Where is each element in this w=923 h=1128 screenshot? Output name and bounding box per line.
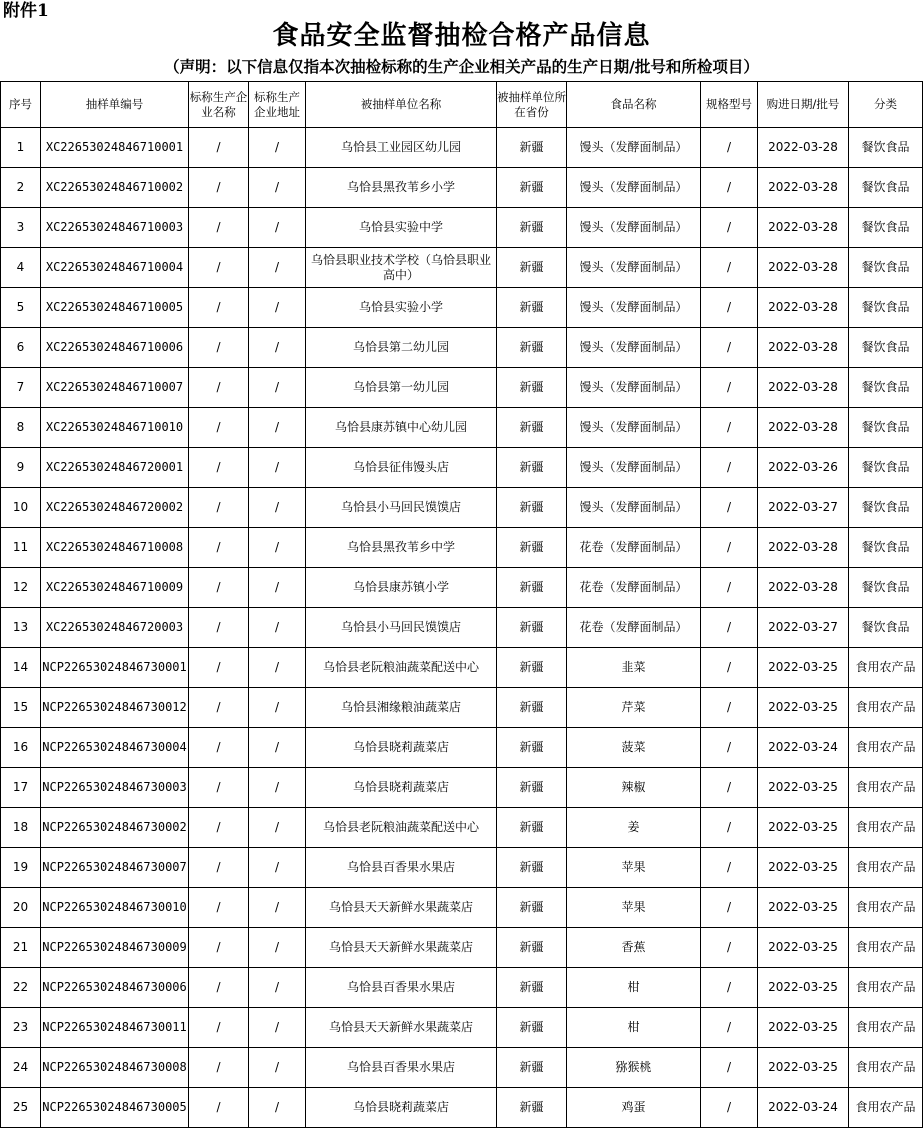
cell-no: 1 [1, 128, 41, 168]
cell-code: XC22653024846720001 [41, 448, 189, 488]
cell-province: 新疆 [497, 208, 567, 248]
cell-date: 2022-03-26 [758, 448, 849, 488]
table-row [1, 608, 923, 648]
cell-no: 5 [1, 288, 41, 328]
cell-mfr-name: / [189, 1008, 249, 1048]
cell-date: 2022-03-25 [758, 688, 849, 728]
table-row [1, 1008, 923, 1048]
header-province: 被抽样单位所在省份 [497, 82, 567, 128]
cell-food: 馒头（发酵面制品） [567, 448, 701, 488]
cell-date: 2022-03-28 [758, 368, 849, 408]
cell-mfr-name: / [189, 808, 249, 848]
cell-mfr-name: / [189, 528, 249, 568]
cell-category: 餐饮食品 [849, 528, 923, 568]
cell-food: 菠菜 [567, 728, 701, 768]
header-unit: 被抽样单位名称 [306, 82, 497, 128]
cell-code: XC22653024846710010 [41, 408, 189, 448]
cell-category: 食用农产品 [849, 1008, 923, 1048]
cell-category: 食用农产品 [849, 888, 923, 928]
cell-province: 新疆 [497, 928, 567, 968]
cell-mfr-name: / [189, 888, 249, 928]
cell-code: XC22653024846710009 [41, 568, 189, 608]
cell-mfr-addr: / [249, 208, 306, 248]
table-row [1, 768, 923, 808]
cell-food: 姜 [567, 808, 701, 848]
cell-mfr-addr: / [249, 328, 306, 368]
cell-unit: 乌恰县职业技术学校（乌恰县职业高中） [306, 248, 497, 288]
cell-mfr-name: / [189, 928, 249, 968]
cell-code: NCP22653024846730009 [41, 928, 189, 968]
cell-code: XC22653024846710001 [41, 128, 189, 168]
cell-province: 新疆 [497, 248, 567, 288]
cell-category: 食用农产品 [849, 728, 923, 768]
cell-mfr-name: / [189, 208, 249, 248]
cell-province: 新疆 [497, 568, 567, 608]
cell-mfr-name: / [189, 568, 249, 608]
cell-date: 2022-03-25 [758, 928, 849, 968]
cell-unit: 乌恰县湘缘粮油蔬菜店 [306, 688, 497, 728]
cell-unit: 乌恰县老阮粮油蔬菜配送中心 [306, 808, 497, 848]
cell-food: 馒头（发酵面制品） [567, 288, 701, 328]
cell-no: 23 [1, 1008, 41, 1048]
cell-food: 柑 [567, 1008, 701, 1048]
cell-food: 馒头（发酵面制品） [567, 408, 701, 448]
cell-food: 芹菜 [567, 688, 701, 728]
cell-province: 新疆 [497, 968, 567, 1008]
cell-mfr-addr: / [249, 448, 306, 488]
cell-category: 餐饮食品 [849, 608, 923, 648]
cell-unit: 乌恰县征伟馒头店 [306, 448, 497, 488]
cell-food: 花卷（发酵面制品） [567, 568, 701, 608]
cell-date: 2022-03-25 [758, 968, 849, 1008]
cell-spec: / [701, 208, 758, 248]
header-mfr-name: 标称生产企业名称 [189, 82, 249, 128]
cell-date: 2022-03-24 [758, 1088, 849, 1128]
cell-category: 餐饮食品 [849, 408, 923, 448]
cell-mfr-name: / [189, 328, 249, 368]
cell-category: 餐饮食品 [849, 328, 923, 368]
cell-code: XC22653024846710004 [41, 248, 189, 288]
cell-date: 2022-03-25 [758, 768, 849, 808]
cell-category: 食用农产品 [849, 1048, 923, 1088]
cell-no: 2 [1, 168, 41, 208]
cell-date: 2022-03-25 [758, 848, 849, 888]
cell-code: NCP22653024846730004 [41, 728, 189, 768]
cell-mfr-name: / [189, 128, 249, 168]
cell-code: NCP22653024846730002 [41, 808, 189, 848]
cell-unit: 乌恰县实验中学 [306, 208, 497, 248]
header-food: 食品名称 [567, 82, 701, 128]
cell-food: 柑 [567, 968, 701, 1008]
cell-food: 鸡蛋 [567, 1088, 701, 1128]
cell-spec: / [701, 608, 758, 648]
cell-mfr-addr: / [249, 408, 306, 448]
cell-category: 餐饮食品 [849, 128, 923, 168]
cell-mfr-addr: / [249, 848, 306, 888]
table-row [1, 928, 923, 968]
cell-province: 新疆 [497, 1048, 567, 1088]
cell-spec: / [701, 728, 758, 768]
cell-mfr-addr: / [249, 488, 306, 528]
cell-category: 餐饮食品 [849, 288, 923, 328]
cell-province: 新疆 [497, 408, 567, 448]
cell-mfr-addr: / [249, 168, 306, 208]
cell-code: XC22653024846710008 [41, 528, 189, 568]
cell-province: 新疆 [497, 1088, 567, 1128]
cell-food: 猕猴桃 [567, 1048, 701, 1088]
cell-mfr-name: / [189, 688, 249, 728]
cell-category: 餐饮食品 [849, 568, 923, 608]
cell-food: 花卷（发酵面制品） [567, 608, 701, 648]
cell-date: 2022-03-25 [758, 808, 849, 848]
cell-mfr-addr: / [249, 888, 306, 928]
header-spec: 规格型号 [701, 82, 758, 128]
cell-food: 馒头（发酵面制品） [567, 368, 701, 408]
cell-province: 新疆 [497, 288, 567, 328]
cell-mfr-addr: / [249, 648, 306, 688]
cell-unit: 乌恰县晓莉蔬菜店 [306, 728, 497, 768]
cell-category: 餐饮食品 [849, 168, 923, 208]
cell-category: 食用农产品 [849, 768, 923, 808]
cell-food: 韭菜 [567, 648, 701, 688]
cell-unit: 乌恰县第一幼儿园 [306, 368, 497, 408]
cell-unit: 乌恰县天天新鲜水果蔬菜店 [306, 1008, 497, 1048]
cell-mfr-addr: / [249, 768, 306, 808]
table-header [1, 82, 923, 128]
table-row [1, 568, 923, 608]
cell-mfr-addr: / [249, 928, 306, 968]
cell-date: 2022-03-25 [758, 648, 849, 688]
cell-unit: 乌恰县晓莉蔬菜店 [306, 1088, 497, 1128]
cell-spec: / [701, 1088, 758, 1128]
cell-province: 新疆 [497, 728, 567, 768]
table-row [1, 528, 923, 568]
cell-mfr-name: / [189, 288, 249, 328]
cell-code: XC22653024846710005 [41, 288, 189, 328]
cell-province: 新疆 [497, 808, 567, 848]
cell-date: 2022-03-28 [758, 248, 849, 288]
results-table [0, 81, 923, 1128]
cell-date: 2022-03-25 [758, 888, 849, 928]
table-row [1, 728, 923, 768]
cell-code: XC22653024846710007 [41, 368, 189, 408]
cell-date: 2022-03-28 [758, 128, 849, 168]
cell-no: 16 [1, 728, 41, 768]
table-row [1, 1088, 923, 1128]
cell-unit: 乌恰县工业园区幼儿园 [306, 128, 497, 168]
cell-category: 食用农产品 [849, 1088, 923, 1128]
cell-unit: 乌恰县康苏镇小学 [306, 568, 497, 608]
cell-category: 食用农产品 [849, 928, 923, 968]
cell-spec: / [701, 288, 758, 328]
cell-category: 食用农产品 [849, 808, 923, 848]
cell-date: 2022-03-25 [758, 1048, 849, 1088]
cell-mfr-name: / [189, 368, 249, 408]
table-row [1, 888, 923, 928]
cell-province: 新疆 [497, 888, 567, 928]
table-row [1, 128, 923, 168]
cell-food: 香蕉 [567, 928, 701, 968]
cell-food: 花卷（发酵面制品） [567, 528, 701, 568]
table-row [1, 368, 923, 408]
cell-spec: / [701, 848, 758, 888]
cell-code: XC22653024846710006 [41, 328, 189, 368]
table-row [1, 488, 923, 528]
cell-mfr-addr: / [249, 288, 306, 328]
header-mfr-addr: 标称生产企业地址 [249, 82, 306, 128]
cell-spec: / [701, 528, 758, 568]
cell-mfr-name: / [189, 448, 249, 488]
cell-mfr-addr: / [249, 728, 306, 768]
cell-mfr-name: / [189, 248, 249, 288]
cell-mfr-name: / [189, 488, 249, 528]
cell-code: NCP22653024846730012 [41, 688, 189, 728]
cell-mfr-addr: / [249, 688, 306, 728]
cell-no: 19 [1, 848, 41, 888]
cell-unit: 乌恰县晓莉蔬菜店 [306, 768, 497, 808]
cell-mfr-name: / [189, 768, 249, 808]
cell-unit: 乌恰县天天新鲜水果蔬菜店 [306, 928, 497, 968]
cell-no: 7 [1, 368, 41, 408]
cell-spec: / [701, 568, 758, 608]
cell-no: 24 [1, 1048, 41, 1088]
cell-unit: 乌恰县实验小学 [306, 288, 497, 328]
cell-unit: 乌恰县康苏镇中心幼儿园 [306, 408, 497, 448]
cell-mfr-addr: / [249, 568, 306, 608]
cell-code: NCP22653024846730001 [41, 648, 189, 688]
cell-code: XC22653024846720003 [41, 608, 189, 648]
cell-mfr-name: / [189, 1048, 249, 1088]
table-row [1, 208, 923, 248]
cell-food: 馒头（发酵面制品） [567, 488, 701, 528]
cell-no: 6 [1, 328, 41, 368]
table-row [1, 288, 923, 328]
page-title: 食品安全监督抽检合格产品信息 [272, 21, 651, 51]
cell-date: 2022-03-28 [758, 568, 849, 608]
cell-mfr-name: / [189, 648, 249, 688]
cell-spec: / [701, 888, 758, 928]
cell-unit: 乌恰县老阮粮油蔬菜配送中心 [306, 648, 497, 688]
cell-food: 馒头（发酵面制品） [567, 168, 701, 208]
table-row [1, 328, 923, 368]
cell-spec: / [701, 808, 758, 848]
cell-unit: 乌恰县小马回民馍馍店 [306, 488, 497, 528]
cell-mfr-name: / [189, 608, 249, 648]
cell-food: 苹果 [567, 888, 701, 928]
cell-date: 2022-03-28 [758, 408, 849, 448]
cell-spec: / [701, 1008, 758, 1048]
cell-no: 12 [1, 568, 41, 608]
cell-spec: / [701, 128, 758, 168]
cell-code: NCP22653024846730003 [41, 768, 189, 808]
cell-category: 餐饮食品 [849, 248, 923, 288]
cell-mfr-addr: / [249, 1048, 306, 1088]
cell-mfr-addr: / [249, 528, 306, 568]
cell-code: NCP22653024846730005 [41, 1088, 189, 1128]
cell-unit: 乌恰县黑孜苇乡中学 [306, 528, 497, 568]
cell-date: 2022-03-28 [758, 288, 849, 328]
cell-spec: / [701, 408, 758, 448]
cell-food: 馒头（发酵面制品） [567, 248, 701, 288]
cell-food: 馒头（发酵面制品） [567, 328, 701, 368]
cell-no: 10 [1, 488, 41, 528]
header-category: 分类 [849, 82, 923, 128]
cell-no: 8 [1, 408, 41, 448]
cell-spec: / [701, 488, 758, 528]
cell-code: NCP22653024846730006 [41, 968, 189, 1008]
cell-province: 新疆 [497, 768, 567, 808]
header-date: 购进日期/批号 [758, 82, 849, 128]
cell-no: 18 [1, 808, 41, 848]
cell-no: 20 [1, 888, 41, 928]
attachment-label: 附件1 [3, 1, 49, 21]
cell-code: XC22653024846710003 [41, 208, 189, 248]
cell-mfr-addr: / [249, 1008, 306, 1048]
cell-no: 25 [1, 1088, 41, 1128]
cell-date: 2022-03-27 [758, 608, 849, 648]
table-row [1, 848, 923, 888]
cell-unit: 乌恰县百香果水果店 [306, 968, 497, 1008]
cell-province: 新疆 [497, 1008, 567, 1048]
cell-mfr-name: / [189, 848, 249, 888]
cell-mfr-name: / [189, 968, 249, 1008]
cell-category: 餐饮食品 [849, 368, 923, 408]
cell-code: NCP22653024846730011 [41, 1008, 189, 1048]
cell-code: XC22653024846720002 [41, 488, 189, 528]
cell-unit: 乌恰县天天新鲜水果蔬菜店 [306, 888, 497, 928]
cell-no: 13 [1, 608, 41, 648]
cell-no: 4 [1, 248, 41, 288]
cell-province: 新疆 [497, 608, 567, 648]
table-row [1, 648, 923, 688]
cell-mfr-name: / [189, 728, 249, 768]
table-row [1, 688, 923, 728]
cell-spec: / [701, 768, 758, 808]
cell-category: 餐饮食品 [849, 208, 923, 248]
cell-spec: / [701, 168, 758, 208]
cell-province: 新疆 [497, 328, 567, 368]
cell-mfr-addr: / [249, 248, 306, 288]
cell-no: 9 [1, 448, 41, 488]
cell-mfr-addr: / [249, 808, 306, 848]
cell-no: 22 [1, 968, 41, 1008]
cell-date: 2022-03-25 [758, 1008, 849, 1048]
cell-spec: / [701, 928, 758, 968]
cell-no: 21 [1, 928, 41, 968]
cell-province: 新疆 [497, 848, 567, 888]
cell-no: 14 [1, 648, 41, 688]
table-row [1, 248, 923, 288]
cell-spec: / [701, 328, 758, 368]
cell-category: 食用农产品 [849, 648, 923, 688]
cell-spec: / [701, 1048, 758, 1088]
table-row [1, 968, 923, 1008]
cell-no: 17 [1, 768, 41, 808]
cell-mfr-name: / [189, 1088, 249, 1128]
cell-province: 新疆 [497, 128, 567, 168]
cell-date: 2022-03-28 [758, 168, 849, 208]
table-row [1, 1048, 923, 1088]
cell-unit: 乌恰县百香果水果店 [306, 848, 497, 888]
cell-mfr-addr: / [249, 368, 306, 408]
header-no: 序号 [1, 82, 41, 128]
cell-category: 食用农产品 [849, 688, 923, 728]
cell-code: NCP22653024846730007 [41, 848, 189, 888]
cell-unit: 乌恰县百香果水果店 [306, 1048, 497, 1088]
cell-mfr-name: / [189, 168, 249, 208]
cell-unit: 乌恰县小马回民馍馍店 [306, 608, 497, 648]
table-row [1, 168, 923, 208]
cell-province: 新疆 [497, 168, 567, 208]
cell-province: 新疆 [497, 528, 567, 568]
cell-spec: / [701, 968, 758, 1008]
cell-province: 新疆 [497, 448, 567, 488]
cell-date: 2022-03-28 [758, 208, 849, 248]
cell-no: 3 [1, 208, 41, 248]
cell-no: 11 [1, 528, 41, 568]
cell-unit: 乌恰县黑孜苇乡小学 [306, 168, 497, 208]
cell-spec: / [701, 648, 758, 688]
cell-food: 苹果 [567, 848, 701, 888]
header-code: 抽样单编号 [41, 82, 189, 128]
cell-code: XC22653024846710002 [41, 168, 189, 208]
cell-province: 新疆 [497, 488, 567, 528]
cell-mfr-addr: / [249, 968, 306, 1008]
cell-spec: / [701, 248, 758, 288]
cell-mfr-addr: / [249, 128, 306, 168]
cell-unit: 乌恰县第二幼儿园 [306, 328, 497, 368]
cell-food: 辣椒 [567, 768, 701, 808]
cell-province: 新疆 [497, 648, 567, 688]
cell-spec: / [701, 368, 758, 408]
cell-food: 馒头（发酵面制品） [567, 208, 701, 248]
cell-code: NCP22653024846730010 [41, 888, 189, 928]
table-row [1, 448, 923, 488]
cell-spec: / [701, 448, 758, 488]
cell-date: 2022-03-27 [758, 488, 849, 528]
cell-mfr-name: / [189, 408, 249, 448]
cell-category: 餐饮食品 [849, 488, 923, 528]
declaration-note: （声明：以下信息仅指本次抽检标称的生产企业相关产品的生产日期/批号和所检项目） [164, 58, 759, 76]
cell-mfr-addr: / [249, 608, 306, 648]
cell-date: 2022-03-28 [758, 328, 849, 368]
header-row [1, 82, 923, 128]
cell-province: 新疆 [497, 688, 567, 728]
cell-no: 15 [1, 688, 41, 728]
cell-category: 餐饮食品 [849, 448, 923, 488]
cell-spec: / [701, 688, 758, 728]
cell-food: 馒头（发酵面制品） [567, 128, 701, 168]
cell-date: 2022-03-28 [758, 528, 849, 568]
table-row [1, 408, 923, 448]
cell-code: NCP22653024846730008 [41, 1048, 189, 1088]
cell-date: 2022-03-24 [758, 728, 849, 768]
cell-category: 食用农产品 [849, 848, 923, 888]
cell-category: 食用农产品 [849, 968, 923, 1008]
table-row [1, 808, 923, 848]
cell-province: 新疆 [497, 368, 567, 408]
table-body [1, 128, 923, 1128]
cell-mfr-addr: / [249, 1088, 306, 1128]
